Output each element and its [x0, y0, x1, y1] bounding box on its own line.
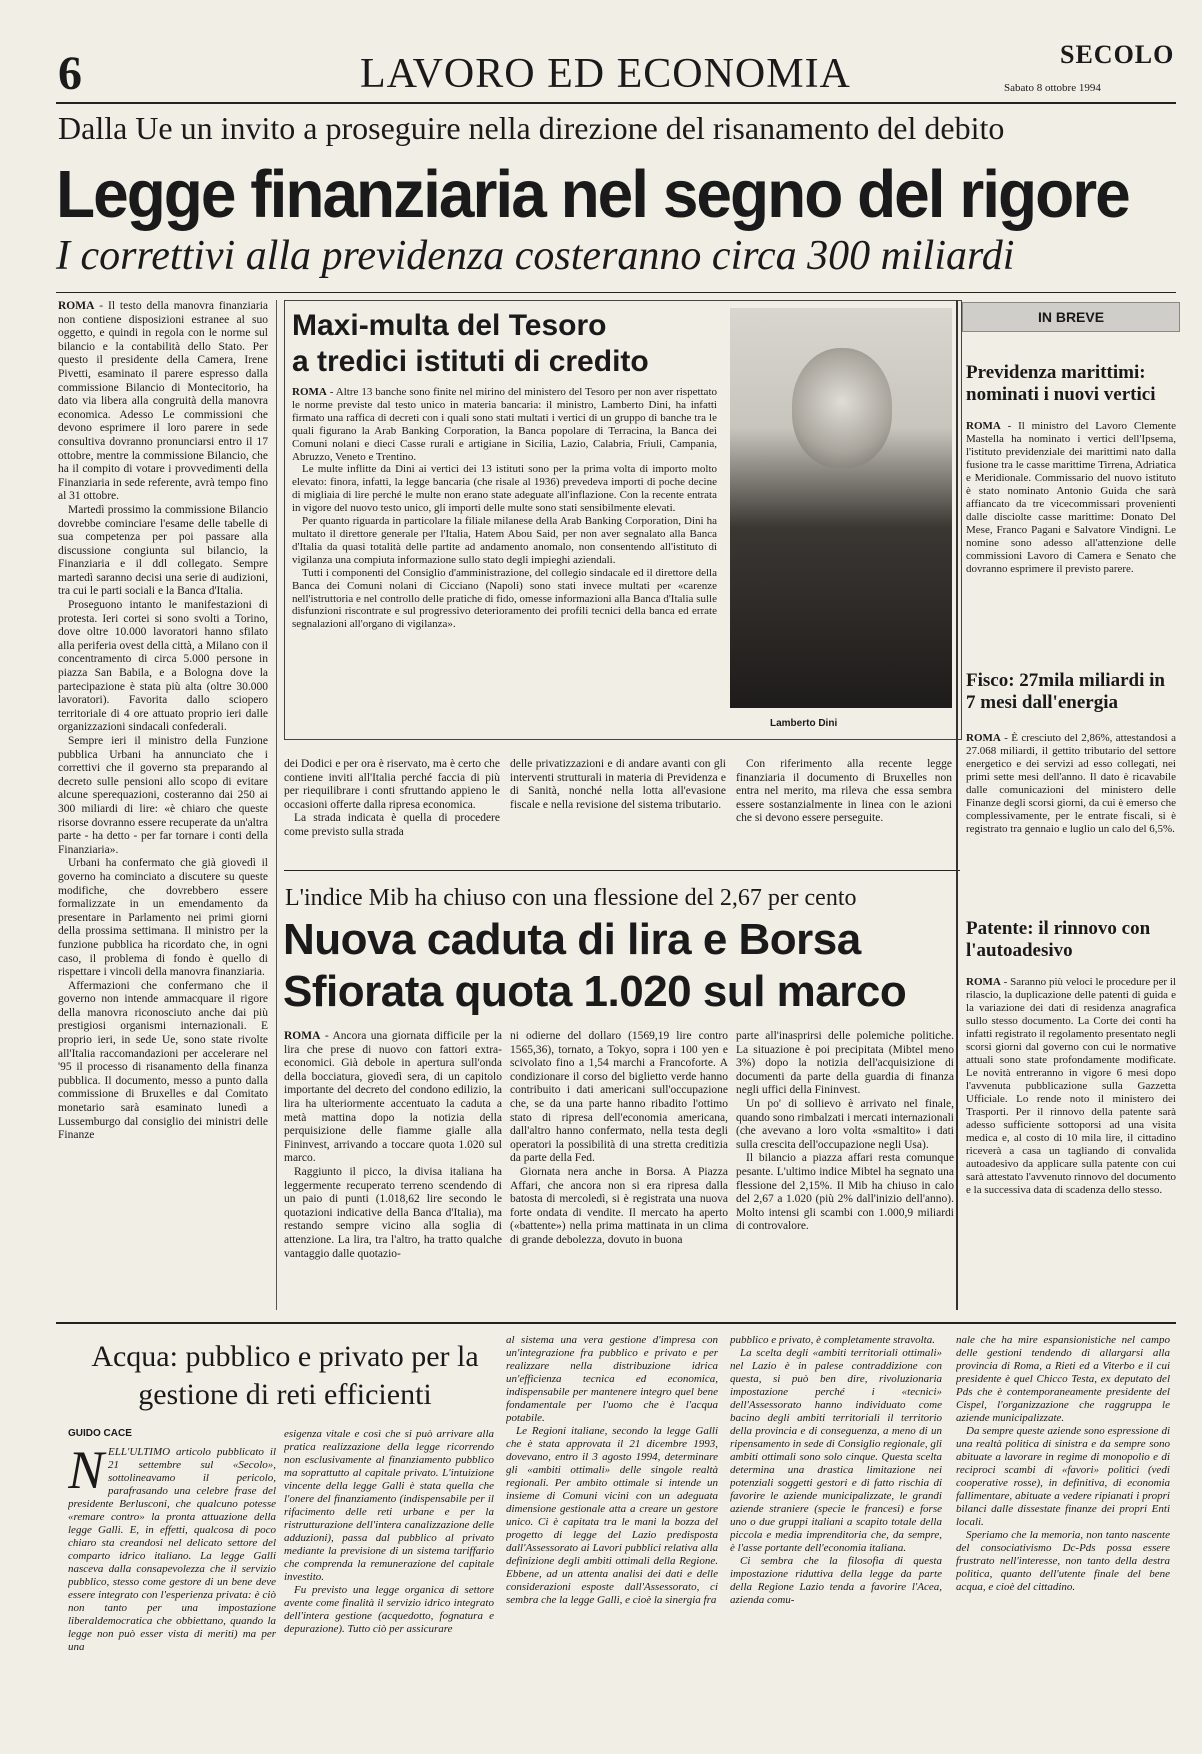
paragraph: Tutti i componenti del Consiglio d'amministrazione, del collegio sindacale ed il direttore della Banca dei Comuni nolani di Cicciano (Napoli) sono stati invece multati per «carenze nell'istruttoria e nel controllo delle pratiche di fido, omesse informazioni alla Banca d'Italia sulle disfunzioni riscontrate e sul progressivo deterioramento dei profili tecnici della banca ed errate segnalazioni all'organo di vigilanza». — [292, 566, 717, 631]
paragraph: - Il ministro del Lavoro Clemente Mastella ha nominato i vertici dell'Ipsema, l'istituto previdenziale dei marittimi nato dalla fusione tra le casse marittime Tirrena, Adriatica e Meridionale. Commissario del nuovo istituto è stato nominato Antonio Guida che sarà affiancato da tre vicecommissari provenienti dalle disciolte casse marittime: Donato Del Mese, Franco Pagani e Salvatore Vindigni. Le nomine sono adesso all'attenzione delle commissioni Lavoro di Camera e Senato che dovranno esprimere il previsto parere. — [966, 420, 1176, 575]
mib-col-3 — [736, 1030, 954, 1310]
acqua-col-2 — [284, 1428, 494, 1746]
in-breve-label: IN BREVE — [962, 302, 1180, 332]
lead-article — [58, 300, 268, 1310]
section-rule — [56, 1322, 1176, 1324]
lead-subhead: I correttivi alla previdenza costeranno circa 300 miliardi — [56, 233, 1015, 279]
newspaper-logo: SECOLO — [1060, 40, 1175, 69]
paragraph: Per quanto riguarda in particolare la filiale milanese della Arab Banking Corporation, Dini ha multato il direttore generale per l'Italia, Hatem Abou Said, per non aver segnalato alla Banca d'Italia da quasi totalità delle partite ad andamento anomalo, non consentendo all'istituto di vigilanza una compiuta informazione sullo stato degli impieghi aziendali. — [292, 515, 717, 566]
paragraph: La strada indicata è quella di procedere come previsto sulla strada — [284, 812, 500, 838]
paragraph: La scelta degli «ambiti territoriali ottimali» nel Lazio è in palese contraddizione con questa, si può ben dire, rivoluzionaria impostazione perché i «tecnici» dell'Assessorato hanno individuato come bacino degli ambiti territoriali il territorio della provincia e di conseguenza, a meno di un ripensamento in sede di Consiglio regionale, gli ambiti ottimali sono solo cinque. Questa scelta determina una drastica limitazione nei potenziali soggetti gestori e di fatto rischia di favorire le aziende municipalizzate, le grandi aziende straniere (specie le francesi) e forse uno o due gruppi italiani a scapito totale della piccola e media imprenditoria che, da sempre, è l'asse portante dell'economia italiana. — [730, 1347, 942, 1554]
byline: GUIDO CACE — [68, 1428, 132, 1439]
mib-col-1 — [284, 1030, 502, 1310]
paragraph: ELL'ULTIMO articolo pubblicato il 21 settembre sul «Secolo», sottolineavamo il pericolo, parafrasando una celebre frase del presidente Berlusconi, che qualcuno potesse «remare contro» la pronta attuazione della legge Galli. E, in effetti, qualcosa di poco chiaro sta creandosi nel delicato settore del comparto idrico italiano. La legge Galli nasceva dalla consapevolezza che il servizio pubblico, stesso come gestore di un bene deve essere integrato con l'esperienza privata: è ciò non tanto per una impostazione liberaldemocratica che obbiettano, quando la legge non può esser vista di meriti) ma per una — [68, 1446, 276, 1653]
dateline: ROMA — [966, 732, 1001, 744]
paragraph: - Il testo della manovra finanziaria non contiene disposizioni estranee al suo oggetto, e quindi in regola con le norme sul bilancio e la contabilità dello Stato. Per questo il presidente della Camera, Irene Pivetti, esaminato il parere espresso dalla commissione Bilancio di Montecitorio, ha dato via libera alla congruità della manovra economica. Adesso Le commissioni che devono esprimere il loro parere in sede consultiva dovranno pronunciarsi entro il 17 ottobre, mentre la commissione Bilancio, che ha il compito di votare i provvedimenti della Finanziaria in sede referente, avrà tempo fino al 31 ottobre. — [58, 300, 268, 503]
paragraph: - È cresciuto del 2,86%, attestandosi a 27.068 miliardi, il gettito tributario del settore energetico e dei servizi ad esso collegati, nei primi sette mesi dell'anno. Il dato è ricavabile dalle comunicazioni del ministero delle Finanze degli scorsi giorni, da cui è emerso che complessivamente, per le entrate fiscali, si è registrato tra gennaio e luglio un calo del 6,5%. — [966, 732, 1176, 835]
paragraph: nale che ha mire espansionistiche nel campo delle gestioni tendendo di allargarsi alla provincia di Roma, a Rieti ed a Viterbo e il cui presidente è quel Chicco Testa, ex deputato del Pds che è contemporaneamente presidente del Cispel, l'organizzazione che raggruppa le aziende municipalizzate. — [956, 1334, 1170, 1424]
paragraph: Da sempre queste aziende sono espressione di una realtà politica di sinistra e da sempre sono abituate a lavorare in regime di monopolio e di reciproci scambi di «favori» politici (vedi cooperative rosse), in definitiva, di economia fallimentare, abituate a vedere ripianati i propri bilanci dalle dissestate finanze dei propri Enti locali. — [956, 1425, 1170, 1528]
paragraph: esigenza vitale e così che si può arrivare alla pratica realizzazione della legge ricorrendo non esclusivamente al finanziamento pubblico ma soprattutto al capitale privato. L'intuizione vincente della legge Galli è stata quella che l'onere del finanziamento (indispensabile per il rifacimento delle reti urbane e per la ristrutturazione dell'intera canalizzazione delle adduzioni), passa dal pubblico al privato mediante la previsione di un sistema tariffario che comprenda la remunerazione del capitale investito. — [284, 1428, 494, 1583]
acqua-col-3 — [506, 1334, 718, 1746]
issue-date: Sabato 8 ottobre 1994 — [1004, 82, 1101, 94]
brief-title: Fisco: 27mila miliardi in 7 mesi dall'energia — [966, 670, 1165, 713]
acqua-title: Acqua: pubblico e privato per la gestione di reti efficienti — [91, 1340, 479, 1411]
paragraph: Il bilancio a piazza affari resta comunque pesante. L'ultimo indice Mibtel ha segnato una flessione del 2,15%. Il Mib ha chiuso in calo del 2,67 a 1.020 (più 2% dall'inizio dell'anno). Molto intensi gli scambi con 1.000,9 miliardi di controvalore. — [736, 1152, 954, 1233]
brief-body — [966, 420, 1176, 660]
brief-body — [966, 976, 1176, 1306]
paragraph: dei Dodici e per ora è riservato, ma è certo che contiene inviti all'Italia perché faccia di più per riequilibrare i conti sfruttando appieno le occasioni offerte dalla ripresa economica. — [284, 758, 500, 811]
paragraph: - Altre 13 banche sono finite nel mirino del ministero del Tesoro per non aver rispettato le norme previste dal testo unico in materia bancaria: il ministro, Lamberto Dini, ha infatti firmato una raffica di decreti con i quali sono stati multati i vertici di un gruppo di banche tra le quali figurano la Arab Banking Corporation, la Banca popolare di Terracina, la Banca dei Comuni nolani e dieci Casse rurali e artigiane in Sicilia, Lazio, Calabria, Friuli, Campania, Abruzzo, Veneto e Trentino. — [292, 386, 717, 463]
sidebar-divider — [956, 300, 958, 1310]
dateline: ROMA — [292, 386, 327, 398]
tesoro-title-line: Maxi-multa del Tesoro — [292, 309, 607, 342]
dateline: ROMA — [58, 300, 95, 312]
paragraph: parte all'inasprirsi delle polemiche politiche. La situazione è poi precipitata (Mibtel meno 3%) dopo la notizia dell'acquisizione di documenti da parte della guardia di finanza negli uffici della Fininvest. — [736, 1030, 954, 1097]
story-divider — [284, 870, 960, 871]
paragraph: Ci sembra che la filosofia di questa impostazione riduttiva della legge da parte della Regione Lazio tenda a favorire l'Acea, azienda comu- — [730, 1555, 942, 1606]
paragraph: - Saranno più veloci le procedure per il rilascio, la duplicazione delle patenti di guida e la variazione dei dati di residenza anagrafica sullo stesso documento. La Corte dei conti ha infatti registrato il regolamento presentato negli scorsi giorni dal governo con cui le normative attuali sono state profondamente modificate. Le novità entreranno in vigore 6 mesi dopo l'avvenuta pubblicazione sulla Gazzetta Ufficiale. Lo rende noto il ministero dei Trasporti. Per il rinnovo della patente sarà adesso sufficiente sottoporsi ad una visita medica e, al costo di 10 mila lire, il cittadino riceverà a casa un tagliando di convalida autoadesivo da applicare sulla patente con cui sarà attestato l'avvenuto rinnovo del documento e la successiva data di scadenza dello stesso. — [966, 976, 1176, 1196]
paragraph: Con riferimento alla recente legge finanziaria il documento di Bruxelles non entra nel merito, ma rileva che essa sembra essere sostanzialmente in linea con le azioni che si devono essere perseguite. — [736, 758, 952, 825]
paragraph: Giornata nera anche in Borsa. A Piazza Affari, che ancora non si era ripresa dalla batosta di mercoledì, si è registrata una nuova forte ondata di vendite. Il mercato ha aperto («battente») nella prima mattinata in un clima di grande debolezza, dovuto in buona — [510, 1165, 728, 1246]
paragraph: - Ancora una giornata difficile per la lira che prese di nuovo con fattori extra-economici. Già debole in apertura sull'onda della bocciatura, giovedì sera, di un capitolo importante del decreto del condono edilizio, la lira ha ulteriormente accentuato la caduta a metà mattina dopo la notizia della perquisizione delle fiamme gialle alla Fininvest, arrivando a toccare quota 1.020 sul marco. — [284, 1030, 502, 1165]
paragraph: pubblico e privato, è completamente stravolta. — [730, 1334, 935, 1346]
section-title: LAVORO ED ECONOMIA — [360, 51, 851, 97]
paragraph: al sistema una vera gestione d'impresa con un'integrazione fra pubblico e privato e per realizzare nella distribuzione idrica un'efficienza tecnica ed economica, indispensabile per mantenere integro quel bene fondamentale per l'uomo che è l'acqua potabile. — [506, 1334, 718, 1424]
dateline: ROMA — [966, 420, 1001, 432]
paragraph: Proseguono intanto le manifestazioni di protesta. Ieri cortei si sono svolti a Torino, dove oltre 10.000 lavoratori hanno sfilato alla periferia ovest della città, a Milano con il concentramento di circa 5.000 persone in piazza San Babila, e a Bologna dove la partecipazione è stata più alta (oltre 30.000 lavoratori). Favorita dallo sciopero territoriale di 4 ore attuato proprio ieri dalle organizzazioni sindacali confederali. — [58, 599, 268, 734]
mib-headline — [283, 914, 906, 1018]
drop-cap: N — [68, 1446, 105, 1500]
photo-caption: Lamberto Dini — [770, 718, 838, 729]
lead-headline: Legge finanziaria nel segno del rigore — [56, 156, 1129, 232]
brief-body — [966, 732, 1176, 902]
mib-headline-line: Sfiorata quota 1.020 sul marco — [283, 967, 907, 1016]
paragraph: Sempre ieri il ministro della Funzione pubblica Urbani ha annunciato che i correttivi che il governo sta preparando al decreto sulle pensioni allo scopo di evitare alcune sperequazioni, costeranno dai 250 ai 300 miliardi di lire: «è chiaro che queste risorse dovranno essere recuperate da un'altra parte - ha detto - per far tornare i conti della Finanziaria». — [58, 735, 268, 856]
paragraph: ni odierne del dollaro (1569,19 lire contro 1565,36), tornato, a Tokyo, sopra i 100 yen e scivolato fino a 1,54 marchi a Francoforte. A condizionare il corso del biglietto verde hanno contribuito i dati americani sull'occupazione che, se da una parte hanno ribadito l'ottimo stato di ripresa dell'economia americana, dall'altro hanno confermato, nella testa degli operatori la possibilità di una stretta creditizia da parte della Fed. — [510, 1030, 728, 1165]
tesoro-title — [292, 308, 712, 380]
continuation-col-2 — [510, 758, 726, 858]
continuation-col-1 — [284, 758, 500, 858]
mib-headline-line: Nuova caduta di lira e Borsa — [283, 915, 861, 964]
paragraph: Speriamo che la memoria, non tanto nascente del consociativismo Dc-Pds possa essere frustrato nell'interesse, non tanto della destra politica, quanto dell'utente finale del bene acqua, e cioè del cittadino. — [956, 1529, 1170, 1593]
dateline: ROMA — [966, 976, 1001, 988]
paragraph: Martedì prossimo la commissione Bilancio dovrebbe cominciare l'esame delle tabelle di sua competenza per poi passare alla discussione congiunta sul bilancio, la Finanziaria e il ddl collegato. Sempre martedì saranno decisi una serie di audizioni, tra cui le parti sociali e la Banca d'Italia. — [58, 503, 268, 598]
dateline: ROMA — [284, 1030, 321, 1042]
tesoro-title-line: a tredici istituti di credito — [292, 345, 649, 378]
dini-photo — [730, 308, 952, 708]
acqua-col-5 — [956, 1334, 1170, 1746]
mib-col-2 — [510, 1030, 728, 1310]
lead-kicker: Dalla Ue un invito a proseguire nella direzione del risanamento del debito — [58, 110, 1005, 146]
paragraph: Raggiunto il picco, la divisa italiana ha leggermente recuperato terreno scendendo di un paio di punti (1.018,62 lire secondo le quotazioni indicative della Banca d'Italia), ma restando sempre vicino alla soglia di attenzione. La lira, tra l'altro, ha tratto qualche vantaggio dalle quotazio- — [284, 1165, 502, 1260]
tesoro-article — [292, 386, 717, 734]
paragraph: Un po' di sollievo è arrivato nel finale, quando sono rimbalzati i mercati internazionali (che avevano a loro volta «smaltito» i dati sulla crescita dell'occupazione negli Usa). — [736, 1097, 954, 1151]
acqua-col-4 — [730, 1334, 942, 1746]
paragraph: Urbani ha confermato che già giovedì il governo ha cominciato a discutere su queste modifiche, che dovrebbero essere formalizzate in un emendamento da presentare in Parlamento nei primi giorni della prossima settimana. Il ministro per la funzione pubblica ha ricordato che, in ogni caso, il problema di fondo è quello di rispettare i vincoli della manovra finanziaria. — [58, 857, 268, 979]
paragraph: Le Regioni italiane, secondo la legge Galli che è stata approvata il 21 dicembre 1993, dovevano, entro il 3 agosto 1994, determinare gli «ambiti ottimali» delle singole realtà regionali. Per ambito ottimale si intende un insieme di Comuni vicini con un adeguata dimensione gestionale atta a creare un gestore unico. Ci è capitata tra le mani la bozza del progetto di legge del Lazio predisposta dall'Assessorato ai Lavori pubblici relativa alla definizione degli ambiti ottimali della Regione. Ebbene, ad un attenta analisi dei dati e delle considerazioni esposte dall'Assessorato, ci sembra che la legge Galli, e cioè la sinergia fra — [506, 1425, 718, 1606]
portrait-face — [792, 348, 892, 468]
brief-title: Previdenza marittimi: nominati i nuovi vertici — [966, 362, 1156, 405]
page-number: 6 — [58, 47, 82, 100]
brief-title: Patente: il rinnovo con l'autoadesivo — [966, 918, 1151, 961]
acqua-col-1 — [68, 1446, 276, 1746]
paragraph: Affermazioni che confermano che il governo non intende ammacquare il rigore della manovra riconosciuto anche dai più prestigiosi organismi internazionali. E proprio ieri, in sede Ue, sono state rivolte all'Italia raccomandazioni per accelerare nel '95 il processo di risanamento della finanza pubblica. Il documento, messo a punto dalla commissione di Bruxelles e dal Comitato monetario sarà esaminato lunedì a Lussemburgo dal consiglio dei ministri delle Finanze — [58, 979, 268, 1142]
column-divider — [276, 300, 277, 1310]
paragraph: Le multe inflitte da Dini ai vertici dei 13 istituti sono per la prima volta di importo molto elevato: finora, infatti, la legge bancaria (che risale al 1936) prevedeva importi di poche decine di migliaia di lire perché le multe non erano state adeguate all'inflazione. Con la recente entrata in vigore del nuovo testo unico, gli importi delle multe sono stati sensibilmente elevati. — [292, 463, 717, 515]
continuation-col-3 — [736, 758, 952, 858]
paragraph: Fu previsto una legge organica di settore avente come finalità il servizio idrico integrato dell'intera gestione (acquedotto, fognatura e depurazione). Tutto ciò per assicurare — [284, 1584, 494, 1635]
mib-kicker: L'indice Mib ha chiuso con una flessione del 2,67 per cento — [285, 885, 857, 911]
headline-rule — [56, 292, 1176, 293]
paragraph: delle privatizzazioni e di andare avanti con gli interventi strutturali in materia di Previdenza e di Sanità, nonché nella lotta all'evasione fiscale e nella revisione del sistema tributario. — [510, 758, 726, 811]
header-rule — [56, 102, 1176, 104]
